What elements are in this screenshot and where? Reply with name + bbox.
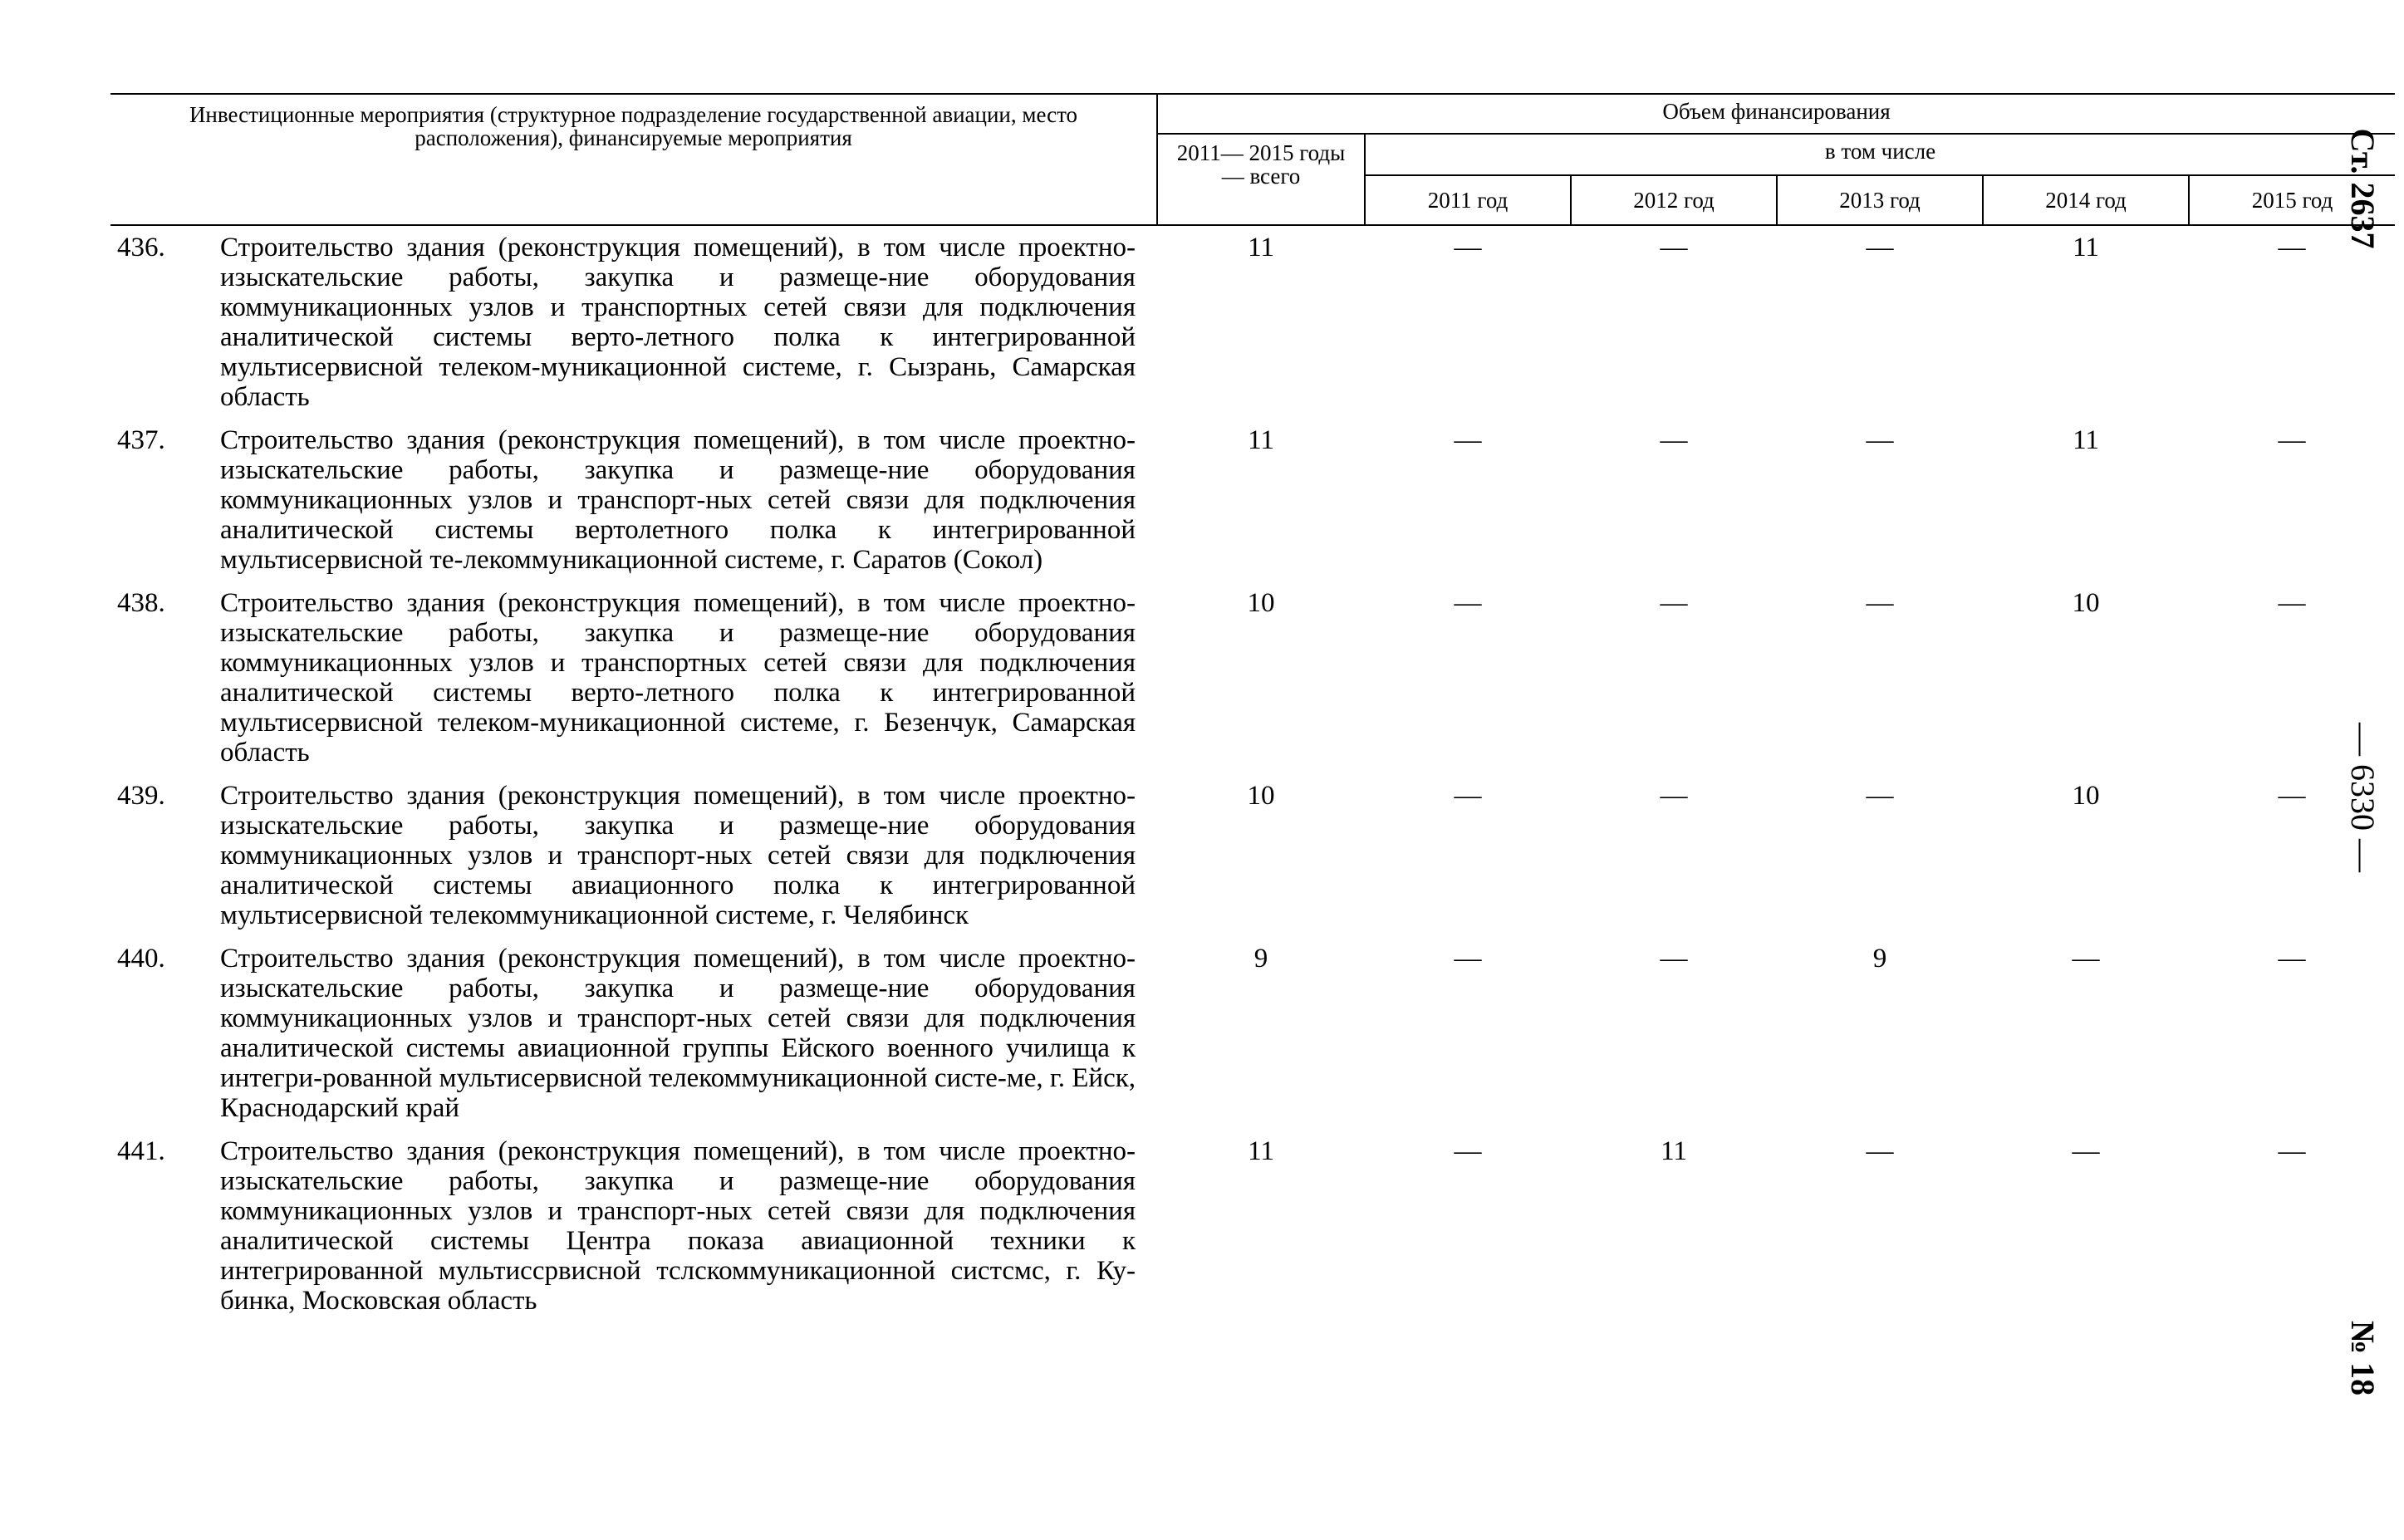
row-description: Строительство здания (реконструкция помещений), в том числе проектно-изыскательские работы, закупка и размеще-ние оборудования коммуникационных узлов и транспорт-ных сетей связи для подключения аналитической системы авиационной группы Ейского военного училища к интегри-рованной мультисервисной телекоммуникационной систе-ме, г. Ейск, Краснодарский край — [220, 944, 1136, 1123]
row-2012: — — [1660, 425, 1688, 455]
row-number: 438. — [117, 588, 165, 618]
row-2014: 11 — [2073, 233, 2099, 262]
row-2013: — — [1866, 233, 1894, 262]
row-total: 11 — [1248, 1136, 1274, 1166]
row-2012: 11 — [1661, 1136, 1687, 1166]
table-row — [110, 225, 2395, 419]
row-2015: — — [2278, 588, 2306, 618]
row-2011: — — [1454, 944, 1482, 974]
financing-table — [110, 93, 2395, 1322]
article-number-text: Ст. 2637 — [2344, 128, 2382, 249]
row-number: 436. — [117, 233, 165, 262]
row-number: 437. — [117, 425, 165, 455]
header-activities: Инвестиционные мероприятия (структурное подразделение государственной авиации, место расположения), финансируемые мероприятия — [110, 94, 1157, 225]
row-2012: — — [1660, 781, 1688, 811]
row-number: 439. — [117, 781, 165, 811]
row-2013: — — [1866, 425, 1894, 455]
table-row — [110, 581, 2395, 774]
row-2012: — — [1660, 588, 1688, 618]
row-2011: — — [1454, 1136, 1482, 1166]
row-number: 440. — [117, 944, 165, 974]
row-2011: — — [1454, 781, 1482, 811]
row-2015: — — [2278, 233, 2306, 262]
row-total: 10 — [1247, 781, 1275, 811]
row-description: Строительство здания (реконструкция помещений), в том числе проектно-изыскательские работы, закупка и размеще-ние оборудования коммуникационных узлов и транспортных сетей связи для подключения аналитической системы верто-летного полка к интегрированной мультисервисной телеком-муникационной системе, г. Безенчук, Самарская область — [220, 588, 1136, 768]
row-2014: — — [2072, 944, 2100, 974]
row-total: 11 — [1248, 425, 1274, 455]
row-description: Строительство здания (реконструкция помещений), в том числе проектно-изыскательские работы, закупка и размеще-ние оборудования коммуникационных узлов и транспорт-ных сетей связи для подключения аналитической системы авиационного полка к интегрированной мультисервисной телекоммуникационной системе, г. Челябинск — [220, 781, 1136, 930]
table-row — [110, 419, 2395, 581]
row-2015: — — [2278, 781, 2306, 811]
table-row — [110, 774, 2395, 937]
row-total: 11 — [1248, 233, 1274, 262]
table-row — [110, 937, 2395, 1130]
header-including: в том числе — [1365, 134, 2395, 175]
row-2013: — — [1866, 1136, 1894, 1166]
row-2014: — — [2072, 1136, 2100, 1166]
row-2011: — — [1454, 425, 1482, 455]
header-year-2015: 2015 год — [2189, 175, 2395, 225]
header-total: 2011— 2015 годы — всего — [1157, 134, 1365, 225]
row-description: Строительство здания (реконструкция помещений), в том числе проектно-изыскательские работы, закупка и размеще-ние оборудования коммуникационных узлов и транспортных сетей связи для подключения аналитической системы верто-летного полка к интегрированной мультисервисной телеком-муникационной системе, г. Сызрань, Самарская область — [220, 233, 1136, 412]
header-volume: Объем финансирования — [1157, 94, 2395, 134]
page-number — [2329, 698, 2396, 897]
header-year-2012: 2012 год — [1571, 175, 1777, 225]
table-row — [110, 1130, 2395, 1322]
row-number: 441. — [117, 1136, 165, 1166]
page-number-text: — 6330 — — [2344, 723, 2382, 872]
row-2014: 10 — [2072, 781, 2100, 811]
row-2015: — — [2278, 425, 2306, 455]
row-total: 9 — [1254, 944, 1268, 974]
row-description: Строительство здания (реконструкция помещений), в том числе проектно-изыскательские работы, закупка и размеще-ние оборудования коммуникационных узлов и транспорт-ных сетей связи для подключения аналитической системы Центра показа авиационной техники к интегрированной мультиссрвисной тслскоммуникационной систсмс, г. Ку-бинка, Московская область — [220, 1136, 1136, 1316]
row-2014: 11 — [2073, 425, 2099, 455]
row-2015: — — [2278, 944, 2306, 974]
row-2013: 9 — [1872, 944, 1887, 974]
row-2012: — — [1660, 944, 1688, 974]
issue-number-text: № 18 — [2344, 1320, 2382, 1396]
row-total: 10 — [1247, 588, 1275, 618]
table-header — [110, 94, 2395, 225]
row-2011: — — [1454, 233, 1482, 262]
table-body — [110, 225, 2395, 1322]
header-year-2013: 2013 год — [1777, 175, 1983, 225]
row-2014: 10 — [2072, 588, 2100, 618]
row-2013: — — [1866, 588, 1894, 618]
row-2012: — — [1660, 233, 1688, 262]
row-2011: — — [1454, 588, 1482, 618]
header-year-2011: 2011 год — [1365, 175, 1571, 225]
header-year-2014: 2014 год — [1983, 175, 2189, 225]
article-number — [2329, 93, 2396, 284]
row-description: Строительство здания (реконструкция помещений), в том числе проектно-изыскательские работы, закупка и размеще-ние оборудования коммуникационных узлов и транспорт-ных сетей связи для подключения аналитической системы вертолетного полка к интегрированной мультисервисной те-лекоммуникационной системе, г. Саратов (Сокол) — [220, 425, 1136, 575]
row-2015: — — [2278, 1136, 2306, 1166]
issue-number — [2329, 1296, 2396, 1420]
row-2013: — — [1866, 781, 1894, 811]
